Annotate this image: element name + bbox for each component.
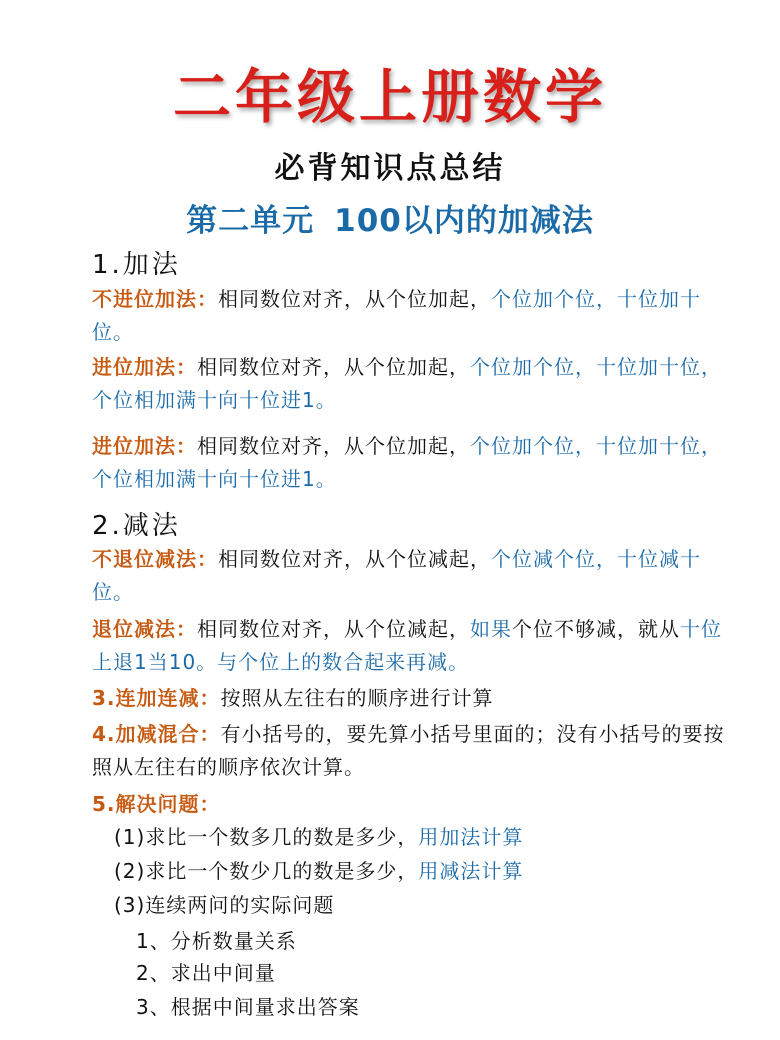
- rule-highlight: 个位加个位，十位加十位。: [92, 287, 701, 344]
- section-heading-subtraction: 2.减法: [92, 511, 181, 541]
- rule-highlight: 个位加个位，十位加十位，个位相加满十向十位进1。: [92, 434, 722, 491]
- paragraph-mixed-operations: [92, 718, 732, 784]
- rule-highlight: 个位减个位，十位减十位。: [92, 547, 701, 604]
- paragraph-carry-addition: [92, 351, 732, 417]
- term-label: 5.解决问题：: [92, 792, 221, 816]
- paragraph-borrow-subtraction: [92, 613, 732, 679]
- term-label: 进位加法：: [92, 434, 197, 458]
- term-label: 4.加减混合：: [92, 722, 221, 746]
- paragraph-carry-addition-repeat: [92, 430, 732, 496]
- paragraph-no-borrow-subtraction: [92, 543, 732, 609]
- paragraph-no-carry-addition: [92, 283, 732, 349]
- paragraph-problem-solving: [92, 788, 732, 821]
- rule-text: 相同数位对齐，从个位加起，: [197, 434, 470, 458]
- problem-step: 3、根据中间量求出答案: [136, 995, 360, 1019]
- term-label: 进位加法：: [92, 355, 197, 379]
- rule-text: 个位不够减，就从: [512, 617, 680, 641]
- unit-number: 第二单元: [186, 203, 315, 239]
- problem-hint: 用减法计算: [418, 859, 524, 883]
- rule-text: 相同数位对齐，从个位加起，: [197, 355, 470, 379]
- page-title: 二年级上册数学: [172, 63, 607, 131]
- page-subtitle: 必背知识点总结: [274, 151, 506, 186]
- rule-highlight: 十位上退1当10。与个位上的数合起来再减。: [92, 617, 722, 674]
- problem-item: [114, 856, 523, 886]
- term-label: 不退位减法：: [92, 547, 218, 571]
- problem-item: [114, 822, 523, 852]
- rule-text: 相同数位对齐，从个位减起，: [197, 617, 470, 641]
- problem-text: (1)求比一个数多几的数是多少，: [114, 825, 419, 849]
- term-label: 不进位加法：: [92, 287, 218, 311]
- problem-step: 2、求出中间量: [136, 961, 276, 985]
- rule-highlight: 如果: [470, 617, 512, 641]
- unit-heading: [0, 195, 780, 240]
- problem-text: (3)连续两问的实际问题: [114, 893, 335, 917]
- rule-text: 相同数位对齐，从个位加起，: [218, 287, 491, 311]
- problem-hint: 用加法计算: [418, 825, 524, 849]
- rule-text: 按照从左往右的顺序进行计算: [220, 686, 494, 710]
- paragraph-continuous-operations: [92, 682, 732, 715]
- term-label: 3.连加连减：: [92, 686, 221, 710]
- section-heading-addition: 1.加法: [92, 250, 181, 280]
- term-label: 退位减法：: [92, 617, 197, 641]
- rule-text: 相同数位对齐，从个位减起，: [218, 547, 491, 571]
- rule-text: 有小括号的，要先算小括号里面的；没有小括号的要按照从左往右的顺序依次计算。: [92, 722, 725, 779]
- problem-item: [114, 890, 334, 920]
- problem-text: (2)求比一个数少几的数是多少，: [114, 859, 419, 883]
- rule-highlight: 个位加个位，十位加十位，个位相加满十向十位进1。: [92, 355, 722, 412]
- unit-topic: 100以内的加减法: [334, 203, 594, 239]
- problem-step: 1、分析数量关系: [136, 929, 297, 953]
